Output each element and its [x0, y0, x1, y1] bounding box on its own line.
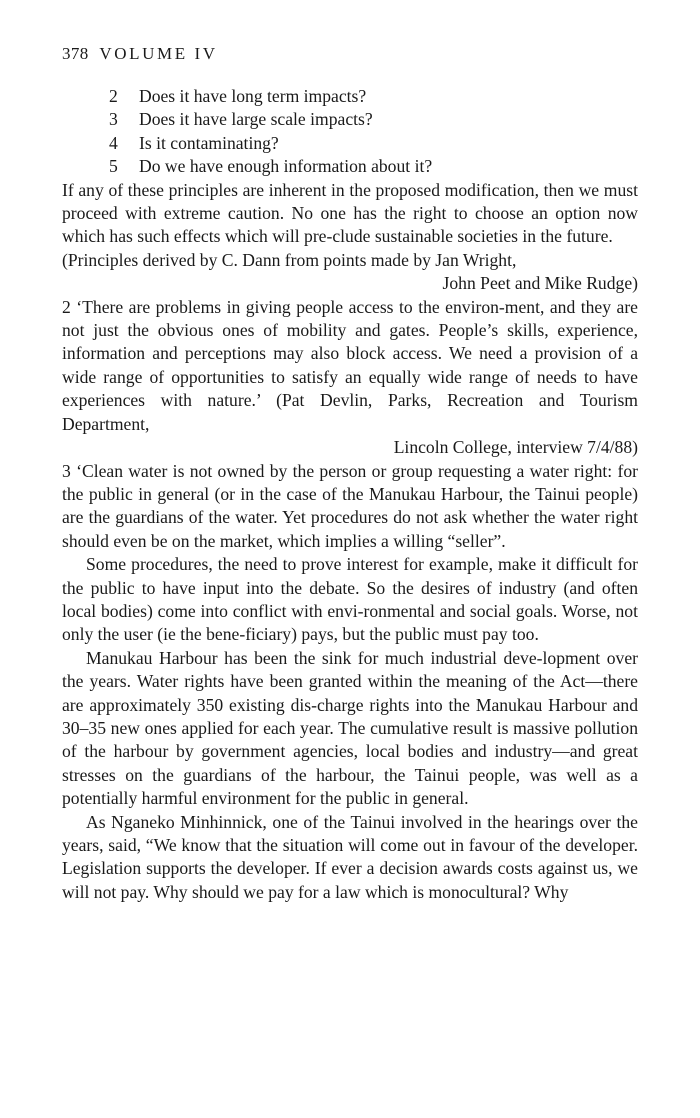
credit-line-devlin: Lincoln College, interview 7/4/88): [393, 437, 638, 458]
list-item-number: 2: [109, 86, 118, 106]
credit-line-principles-names: John Peet and Mike Rudge): [442, 273, 638, 294]
list-item: [62, 85, 638, 108]
list-item: [62, 108, 638, 131]
page-number: 378: [62, 44, 89, 63]
paragraph-clean-water-quote: 3 ‘Clean water is not owned by the person or group requesting a water right: for the public in general (or in the case of the Manukau Harbour, the Tainui people) are the guardians of the water. Yet procedures do not ask whether the water right should even be on the market, which implies a willing “seller”.: [62, 460, 638, 551]
paragraph-manukau-harbour: Manukau Harbour has been the sink for much industrial deve-lopment over the years. Water rights have been granted within the meaning of the Act—there are approximately 350 existing dis-charge rights into the Manukau Harbour and 30–35 new ones applied for each year. The cumulative result is massive pollution of the harbour by government agencies, local bodies and industry—and great stresses on the guardians of the harbour, the Tainui people, was well as a potentially harmful environment for the public in general.: [62, 647, 638, 809]
book-page: [62, 42, 638, 904]
running-head: [62, 42, 638, 66]
volume-label: VOLUME IV: [99, 44, 218, 63]
list-item-number: 3: [109, 109, 118, 130]
credit-line-principles: (Principles derived by C. Dann from points made by Jan Wright,: [62, 249, 517, 270]
list-item-number: 5: [109, 156, 118, 177]
list-item-text: Do we have enough information about it?: [139, 156, 433, 177]
list-item: [62, 132, 638, 155]
list-item-text: Does it have long term impacts?: [139, 86, 367, 106]
paragraph-caution: If any of these principles are inherent in the proposed modification, then we must proceed with extreme caution. No one has the right to choose an option now which has such effects which will pre-clude sustainable societies in the future.: [62, 179, 638, 247]
principles-list: [62, 85, 638, 179]
paragraph-procedures: Some procedures, the need to prove interest for example, make it difficult for the public to have input into the debate. So the desires of industry (and often local bodies) come into conflict with envi-ronmental and social goals. Worse, not only the user (ie the bene-ficiary) pays, but the public must pay too.: [62, 554, 638, 645]
list-item-text: Does it have large scale impacts?: [139, 109, 373, 130]
paragraph-minhinnick-quote: As Nganeko Minhinnick, one of the Tainui involved in the hearings over the years, said, “We know that the situation will come out in favour of the developer. Legislation supports the developer. If ever a decision awards costs against us, we will not pay. Why should we pay for a law which is monocultural? Why: [62, 811, 638, 902]
paragraph-access-quote: 2 ‘There are problems in giving people access to the environ-ment, and they are not just the obvious ones of mobility and gates. People’s skills, experience, information and perceptions may also block access. We need a provision of a wide range of opportunities to satisfy an equally wide range of needs to have experiences with nature.’ (Pat Devlin, Parks, Recreation and Tourism Department,: [62, 296, 638, 434]
list-item-number: 4: [109, 132, 118, 153]
list-item: [62, 155, 638, 178]
list-item-text: Is it contaminating?: [139, 132, 279, 153]
